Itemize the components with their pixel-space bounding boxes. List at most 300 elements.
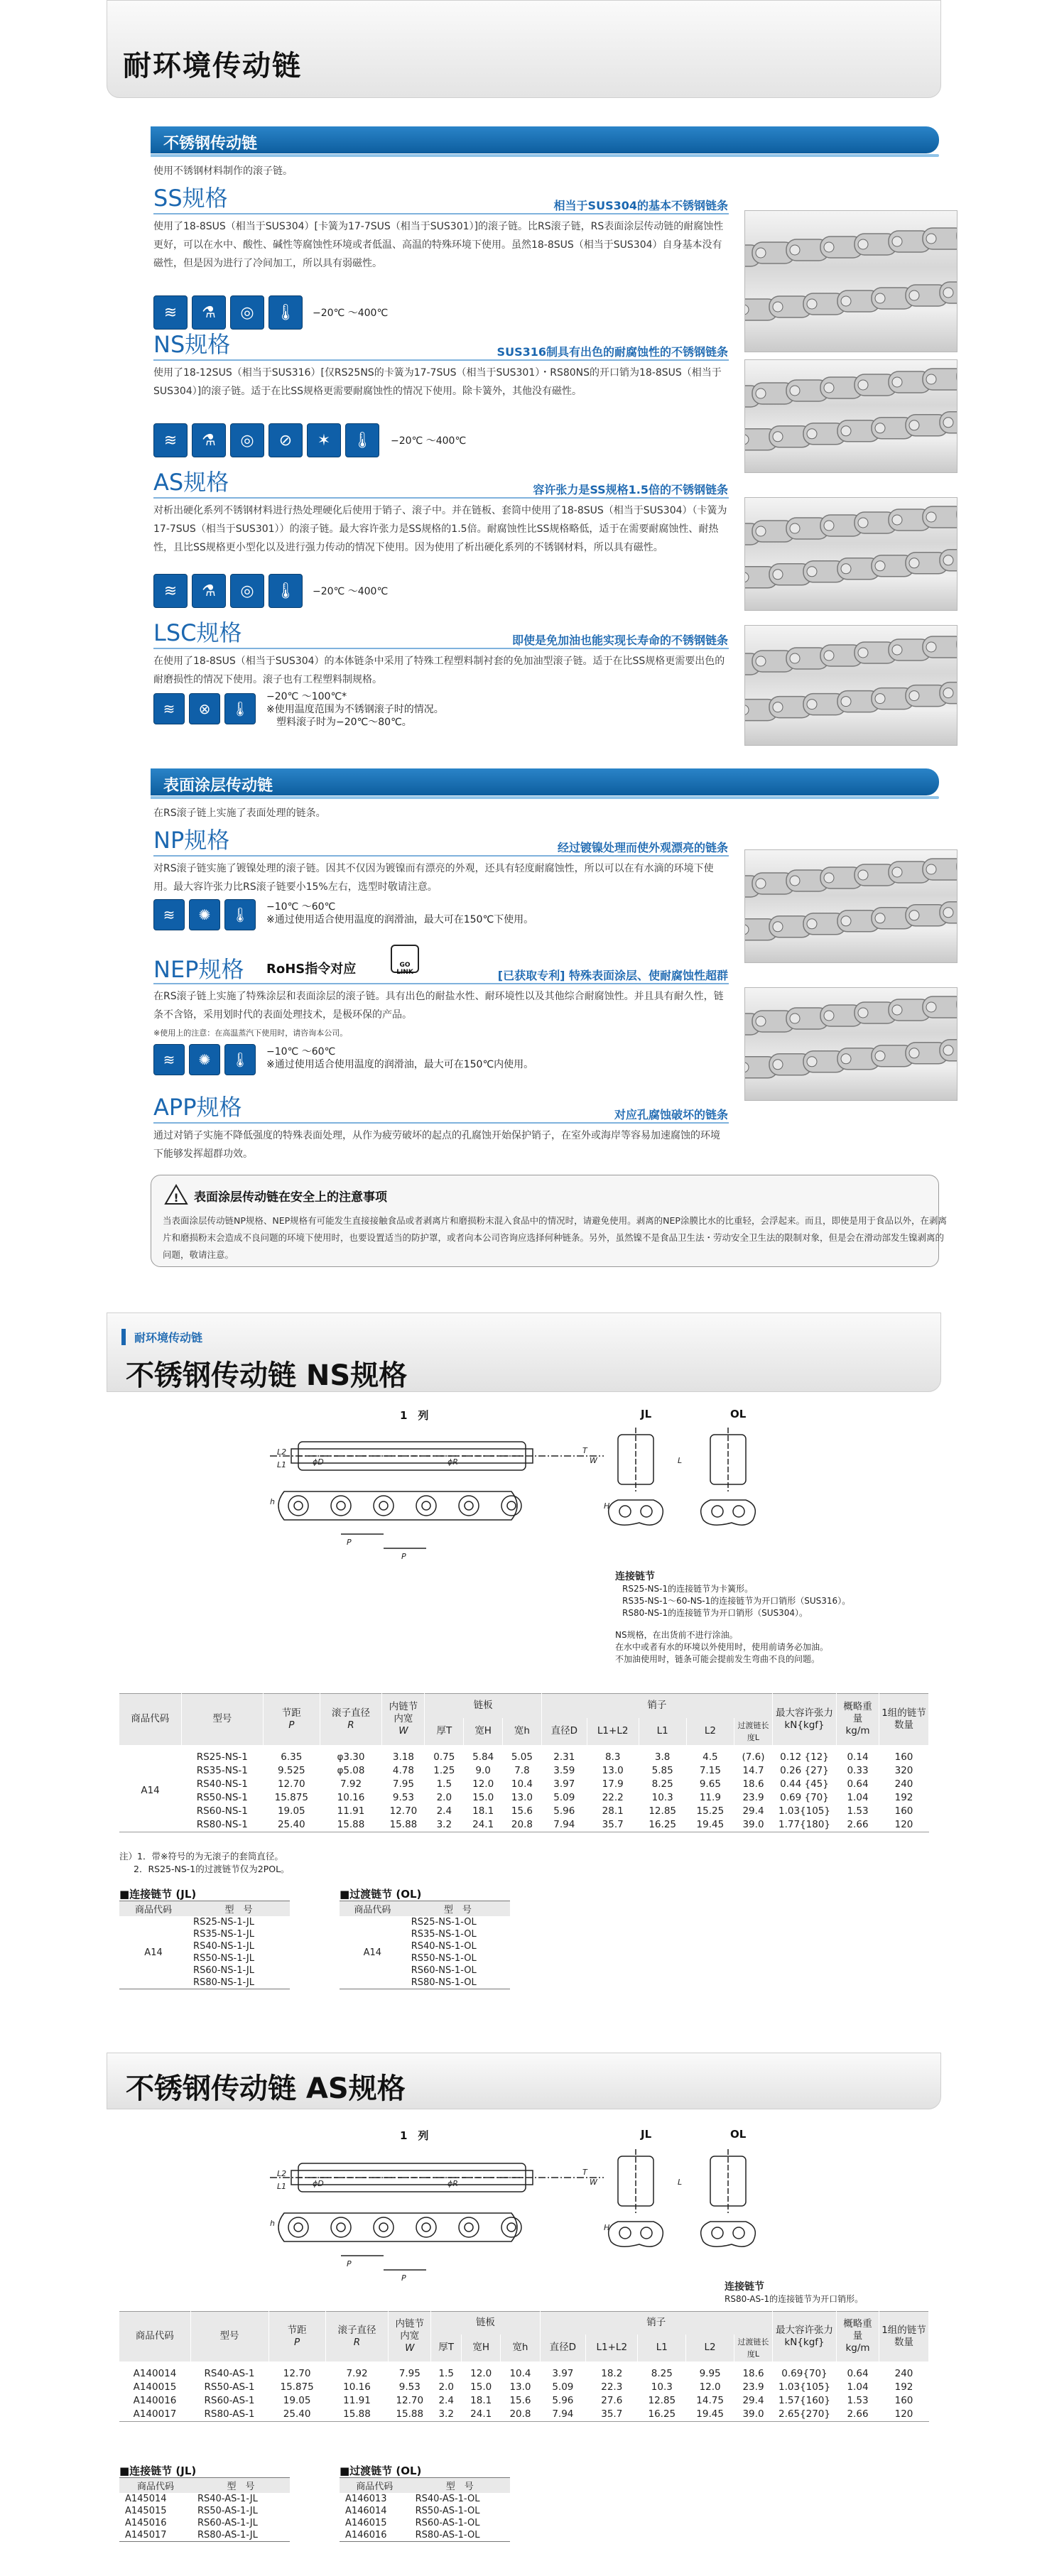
chain-pin — [909, 691, 919, 701]
chain-pin — [756, 656, 766, 666]
cell-w: 7.95 — [398, 2367, 421, 2379]
cell-l: 39.0 — [742, 2408, 764, 2420]
th-weight-unit: kg/m — [845, 1725, 870, 1737]
cell-l1: 5.85 — [651, 1764, 673, 1776]
chain-pin — [858, 870, 868, 880]
cell-r: φ3.30 — [337, 1751, 365, 1763]
table-row — [340, 2529, 510, 2542]
product-code-cell: A14 — [363, 1947, 382, 1958]
cell-p: 25.40 — [277, 1818, 305, 1830]
cell-r: 7.92 — [340, 1778, 362, 1790]
chain-pin — [824, 383, 834, 393]
th-as-model: 型号 — [190, 2312, 268, 2362]
th-roller — [320, 1694, 382, 1745]
app-subtitle: 对应孔腐蚀破坏的链条 — [614, 1108, 728, 1121]
chain-link — [957, 366, 958, 387]
cell-l: 18.6 — [742, 1778, 764, 1790]
cell-n: 192 — [894, 2381, 913, 2393]
th-as-inner-sym: W — [405, 2342, 415, 2354]
warning-box — [151, 1175, 947, 1267]
ns-temp: −20℃ ～400℃ — [391, 435, 467, 447]
chain-pin — [926, 642, 936, 652]
as-link-note: RS80-AS-1的连接链节为开口销形。 — [725, 2294, 864, 2304]
cell-kn: 2.65{270} — [778, 2408, 830, 2420]
chain-pin — [875, 293, 885, 303]
cell-model: RS60-NS-1 — [196, 1805, 248, 1817]
nep-temp-range: −10℃ ～60℃ — [266, 1046, 336, 1058]
cell-kn: 1.03{105} — [778, 1805, 830, 1817]
cell-kn: 0.44 {45} — [780, 1778, 829, 1790]
cell-h: 20.8 — [511, 1818, 533, 1830]
th-thick: 厚T — [425, 1718, 464, 1745]
th-as-width-H: 宽H — [462, 2335, 501, 2362]
water-drop-icon: ≋ — [153, 899, 185, 930]
cell-w: 9.53 — [398, 2381, 421, 2393]
chain-pin — [858, 518, 868, 528]
cell-l2: 9.95 — [699, 2367, 721, 2379]
th-pin: 销子 — [541, 1694, 772, 1718]
product-code-cell: A140014 — [133, 2367, 177, 2379]
cell-H: 12.0 — [470, 2367, 492, 2379]
cell-kg: 1.04 — [847, 2381, 869, 2393]
cell-l2: 7.15 — [699, 1764, 721, 1776]
cell-l1: 8.25 — [651, 2367, 673, 2379]
ss-rule — [153, 213, 729, 214]
np-subtitle: 经过镀镍处理而使外观漂亮的链条 — [557, 841, 728, 854]
svg-text:P: P — [347, 1538, 352, 1547]
as-diagram-label-ol: OL — [730, 2128, 747, 2141]
cell-d: 3.59 — [553, 1764, 575, 1776]
chain-pin — [943, 555, 953, 565]
ns-chain-drawing — [270, 1420, 639, 1563]
cell-n: 192 — [894, 1791, 913, 1803]
cell-H: 24.1 — [470, 2408, 492, 2420]
ns-note-1: NS规格，在出货前不进行涂油。 — [615, 1630, 738, 1640]
cell-n: 320 — [894, 1764, 913, 1776]
cell-h: 10.4 — [509, 2367, 531, 2379]
chain-pin — [824, 242, 834, 252]
chain-pin — [909, 558, 919, 568]
cell-t: 2.4 — [438, 2394, 454, 2406]
cell-l2: 19.45 — [696, 1818, 725, 1830]
table-row — [119, 2505, 290, 2517]
nep-rule — [153, 983, 729, 984]
cell-d: 3.97 — [552, 2367, 574, 2379]
chain-pin — [807, 700, 817, 710]
water-icon: ≋ — [153, 693, 185, 724]
svg-text:L2: L2 — [277, 2169, 287, 2178]
th-offset: 过渡链长度L — [734, 1718, 773, 1745]
as-diagram-label-jl: JL — [641, 2128, 652, 2141]
model-cell: RS25-NS-1-OL — [411, 1917, 477, 1928]
chain-pin — [841, 564, 851, 574]
chain-pin — [875, 913, 885, 923]
cell-kg: 2.66 — [847, 1818, 869, 1830]
chain-pin — [909, 911, 919, 920]
cell-p: 25.40 — [283, 2408, 311, 2420]
food-icon: ◎ — [230, 423, 264, 457]
as-chain-drawing — [270, 2142, 639, 2284]
cell-model: RS40-NS-1 — [196, 1778, 248, 1790]
chain-pin — [807, 299, 817, 309]
chain-pin — [790, 386, 800, 396]
cell-d: 5.96 — [553, 1805, 575, 1817]
table-row — [340, 2517, 510, 2529]
cell-w: 12.70 — [389, 1805, 418, 1817]
warning-title: 表面涂层传动链在安全上的注意事项 — [194, 1190, 387, 1205]
cell-model: RS35-NS-1 — [196, 1764, 248, 1776]
th-as-ol-code: 商品代码 — [340, 2478, 410, 2494]
np-temp-note: ※通过使用适合使用温度的润滑油，最大可在150℃下使用。 — [266, 914, 534, 925]
cell-l2: 19.45 — [696, 2408, 724, 2420]
stainless-band — [151, 126, 939, 153]
nep-temp — [266, 1045, 533, 1071]
th-model: 型号 — [181, 1694, 263, 1745]
lsc-temp-note2: 塑料滚子时为−20℃～80℃。 — [276, 717, 412, 728]
ns-rule — [153, 359, 729, 361]
cell-l: 29.4 — [742, 2394, 764, 2406]
np-icons — [153, 899, 256, 930]
table-row — [119, 2493, 290, 2505]
ns-jl-ol-drawing — [604, 1420, 767, 1534]
cell-t: 1.25 — [433, 1764, 455, 1776]
th-as-tension-label: 最大容许张力 — [776, 2324, 833, 2336]
cell-t: 3.2 — [436, 1818, 452, 1830]
cell-n: 160 — [894, 1751, 913, 1763]
svg-text:h: h — [270, 2219, 275, 2228]
th-tension-unit: kN{kgf} — [784, 1719, 825, 1731]
salt-icon: ✺ — [189, 1044, 220, 1075]
cell-kg: 0.64 — [847, 1778, 869, 1790]
svg-text:ϕD: ϕD — [313, 1457, 324, 1467]
model-cell: RS40-AS-1-OL — [415, 2494, 480, 2504]
table-row — [119, 2517, 290, 2529]
cell-H: 12.0 — [472, 1778, 494, 1790]
as-chain-photo — [744, 497, 958, 611]
th-jl-code: 商品代码 — [119, 1901, 188, 1917]
th-as-roller-label: 滚子直径 — [337, 2324, 376, 2336]
cell-l: 14.7 — [742, 1764, 764, 1776]
cell-r: 15.88 — [343, 2408, 371, 2420]
as-diagram-label-row1: 1 列 — [400, 2129, 429, 2142]
cell-p: 12.70 — [277, 1778, 305, 1790]
svg-text:L1: L1 — [277, 2182, 287, 2191]
ns-section-banner — [107, 1313, 941, 1392]
chain-pin — [824, 1011, 834, 1021]
cell-w: 3.18 — [392, 1751, 414, 1763]
cell-l: 23.9 — [742, 2381, 764, 2393]
no-oil-icon: ⊗ — [189, 693, 220, 724]
chain-pin — [926, 512, 936, 522]
ns-link-notes — [615, 1571, 850, 1619]
chain-pin — [926, 374, 936, 384]
chain-pin — [875, 561, 885, 571]
table-row — [119, 2408, 929, 2422]
th-as-plate: 链板 — [431, 2312, 540, 2335]
cell-kn: 0.26 {27} — [780, 1764, 829, 1776]
cell-kn: 0.12 {12} — [780, 1751, 829, 1763]
cell-r: 11.91 — [343, 2394, 371, 2406]
ss-subtitle: 相当于SUS304的基本不锈钢链条 — [553, 199, 728, 212]
cell-t: 1.5 — [438, 2367, 454, 2379]
nonmagnetic-icon: ⊘ — [268, 423, 303, 457]
th-jl-model: 型 号 — [188, 1901, 290, 1917]
product-code-cell: A145015 — [125, 2506, 167, 2516]
th-dia: 直径D — [541, 1718, 587, 1745]
cell-p: 15.875 — [274, 1791, 308, 1803]
chain-pin — [926, 864, 936, 874]
chain-pin — [841, 1054, 851, 1064]
cell-h: 10.4 — [511, 1778, 533, 1790]
app-heading: APP规格 — [153, 1094, 242, 1121]
chain-pin — [926, 234, 936, 244]
chain-pin — [824, 873, 834, 883]
th-roller-label: 滚子直径 — [332, 1707, 370, 1719]
lsc-icons — [153, 693, 256, 724]
as-section-banner — [107, 2053, 941, 2109]
th-as-weight — [837, 2312, 879, 2362]
food-icon: ◎ — [230, 574, 264, 608]
model-cell: RS60-NS-1-OL — [411, 1965, 477, 1976]
np-text: 对RS滚子链实施了镀镍处理的滚子链。因其不仅因为镀镍而有漂亮的外观，还具有轻度耐腐蚀性，所以可以在有水滴的环境下使用。最大容许张力比RS滚子链要小15%左右，选型时敬请注意。 — [153, 863, 714, 893]
lsc-text: 在使用了18-8SUS（相当于SUS304）的本体链条中采用了特殊工程塑料制衬套的免加油型滚子链。适于在比SS规格更需要出色的耐磨损性的情况下使用。滚子也有工程塑料制规格。 — [153, 656, 725, 685]
cell-l1: 16.25 — [648, 2408, 676, 2420]
model-cell: RS35-NS-1-JL — [193, 1929, 254, 1940]
th-inner-sym: W — [398, 1725, 408, 1737]
nep-icons — [153, 1044, 256, 1075]
svg-text:L1: L1 — [277, 1460, 287, 1469]
th-weight — [837, 1694, 879, 1745]
cell-l2: 11.9 — [699, 1791, 721, 1803]
chain-pin — [892, 377, 902, 387]
app-text: 通过对销子实施不降低强度的特殊表面处理，从作为疲劳破坏的起点的孔腐蚀开始保护销子，在室外或海岸等容易加速腐蚀的环境下能够发挥超群功效。 — [153, 1130, 720, 1160]
chain-pin — [841, 697, 851, 707]
cell-model: RS40-AS-1 — [204, 2367, 255, 2379]
cell-kg: 0.64 — [847, 2367, 869, 2379]
svg-text:ϕD: ϕD — [313, 2179, 324, 2188]
cell-l: (7.6) — [742, 1751, 765, 1763]
chain-pin — [841, 296, 851, 306]
cell-kn: 0.69 {70} — [780, 1791, 829, 1803]
cell-l1: 8.25 — [651, 1778, 673, 1790]
table-row — [119, 2362, 929, 2381]
cell-l12: 18.2 — [601, 2367, 623, 2379]
cell-d: 5.09 — [553, 1791, 575, 1803]
cell-r: φ5.08 — [337, 1764, 365, 1776]
chain-pin — [858, 239, 868, 249]
chain-pin — [807, 919, 817, 929]
cell-l12: 28.1 — [602, 1805, 624, 1817]
th-roller-sym: R — [347, 1719, 354, 1731]
th-as-roller-sym: R — [353, 2336, 361, 2348]
chain-pin — [943, 1045, 953, 1055]
cell-n: 160 — [894, 2394, 913, 2406]
chain-pin — [858, 380, 868, 390]
table-row — [119, 1805, 929, 1818]
table-row — [119, 1745, 929, 1764]
svg-text:L2: L2 — [277, 1447, 287, 1457]
chain-pin — [824, 521, 834, 531]
cell-H: 15.0 — [472, 1791, 494, 1803]
cell-h: 7.8 — [514, 1764, 530, 1776]
chain-pin — [807, 1057, 817, 1067]
ns-link-note-1: RS25-NS-1的连接链节为卡簧形。 — [622, 1584, 754, 1594]
cell-l12: 22.2 — [602, 1791, 624, 1803]
cell-h: 15.6 — [511, 1805, 533, 1817]
as-temp: −20℃ ～400℃ — [313, 586, 389, 597]
warning-icon — [164, 1184, 188, 1205]
acid-icon: ⚗ — [192, 574, 226, 608]
product-code-cell: A146015 — [345, 2518, 387, 2528]
table-row — [119, 1764, 929, 1778]
nep-subtitle: [已获取专利] 特殊表面涂层、使耐腐蚀性超群 — [497, 969, 728, 982]
chain-pin — [875, 423, 885, 433]
cell-H: 18.1 — [470, 2394, 492, 2406]
chain-pin — [756, 1016, 766, 1026]
model-cell: RS40-NS-1-JL — [193, 1941, 254, 1952]
table-row — [119, 1916, 290, 1928]
lsc-chain-photo — [744, 625, 958, 746]
stainless-intro: 使用不锈钢材料制作的滚子链。 — [153, 165, 293, 177]
ns-note-2: 在水中或者有水的环境以外使用时，使用前请务必加油。 — [615, 1642, 829, 1652]
cell-p: 12.70 — [283, 2367, 311, 2379]
cell-kn: 1.57{160} — [778, 2394, 830, 2406]
cell-r: 10.16 — [337, 1791, 365, 1803]
th-as-dia: 直径D — [540, 2335, 585, 2362]
acid-icon: ⚗ — [192, 423, 226, 457]
table-row — [119, 2381, 929, 2394]
ns-diagram-label-ol: OL — [730, 1408, 747, 1420]
chain-pin — [892, 1005, 902, 1015]
lsc-rule — [153, 648, 729, 649]
ns-table-note-2: 2．RS25-NS-1的过渡链节仅为2POL。 — [134, 1864, 290, 1874]
cell-model: RS25-NS-1 — [196, 1751, 248, 1763]
water-icon: ≋ — [153, 574, 188, 608]
as-jl-ol-drawing — [604, 2142, 767, 2256]
cell-l12: 13.0 — [602, 1764, 624, 1776]
ns-link-note-2: RS35-NS-1～60-NS-1的连接链节为开口销形（SUS316）。 — [622, 1596, 851, 1606]
th-plate: 链板 — [425, 1694, 541, 1718]
ns-text: 使用了18-12SUS（相当于SUS316）[仅RS25NS的卡簧为17-7SUS（相当于SUS301）・RS80NS的开口销为18-8SUS（相当于SUS304）]的滚子链。适于在比SS规格更需要耐腐蚀性的情况下使用。除卡簧外，其他没有磁性。 — [153, 367, 722, 397]
water-icon: ≋ — [153, 295, 188, 330]
cell-l1: 10.3 — [651, 1791, 673, 1803]
wear-icon: ✶ — [307, 423, 341, 457]
cell-r: 10.16 — [343, 2381, 371, 2393]
ns-link-title: 连接链节 — [615, 1571, 655, 1582]
cell-d: 5.09 — [552, 2381, 574, 2393]
cell-kn: 1.77{180} — [778, 1818, 830, 1830]
ns-table-notes — [119, 1850, 290, 1876]
cell-l12: 35.7 — [601, 2408, 623, 2420]
stainless-band-title: 不锈钢传动链 — [163, 135, 258, 153]
cell-d: 5.96 — [552, 2394, 574, 2406]
cell-n: 160 — [894, 1805, 913, 1817]
chain-pin — [858, 648, 868, 658]
model-cell: RS50-NS-1-JL — [193, 1953, 254, 1964]
as-icons — [153, 574, 303, 608]
cell-H: 18.1 — [472, 1805, 494, 1817]
product-code-cell: A145017 — [125, 2530, 167, 2540]
ns-ol-title: ■过渡链节 (OL) — [340, 1888, 422, 1901]
ns-diagram-label-jl: JL — [641, 1408, 652, 1420]
cell-w: 4.78 — [392, 1764, 414, 1776]
cell-h: 15.6 — [509, 2394, 531, 2406]
chain-pin — [773, 922, 783, 932]
ns-icons — [153, 423, 379, 457]
chain-pin — [841, 426, 851, 436]
cell-r: 15.88 — [337, 1818, 365, 1830]
ss-chain-photo — [744, 210, 958, 352]
ns-chain-photo — [744, 359, 958, 473]
th-as-inner-label: 内链节内宽 — [395, 2318, 425, 2342]
model-cell: RS80-AS-1-JL — [197, 2530, 258, 2540]
th-as-tension-unit: kN{kgf} — [784, 2336, 825, 2348]
chain-pin — [875, 694, 885, 704]
np-temp — [266, 901, 533, 926]
as-text: 对析出硬化系列不锈钢材料进行热处理硬化后使用于销子、滚子中。并在链板、套筒中使用了18-8SUS（相当于SUS304）（卡簧为17-7SUS（相当于SUS301））的滚子链。最大容许张力是SS规格的1.5倍。耐腐蚀性比SS规格略低，适于在需要耐腐蚀性、耐热性，且比SS规格更小型化以及进行强力传动的情况下使用。因为使用了析出硬化系列的不锈钢材料，所以具有磁性。 — [153, 505, 727, 553]
temp-icon: 🌡 — [268, 295, 303, 330]
cell-l1: 3.8 — [654, 1751, 671, 1763]
ns-subtitle: SUS316制具有出色的耐腐蚀性的不锈钢链条 — [497, 345, 728, 359]
chain-illustration — [745, 211, 958, 352]
th-as-tension — [773, 2312, 837, 2362]
acid-icon: ⚗ — [192, 295, 226, 330]
page-title: 耐环境传动链 — [123, 50, 302, 82]
th-l1l2: L1+L2 — [587, 1718, 639, 1745]
cell-kn: 1.03{105} — [778, 2381, 830, 2393]
chain-link — [957, 504, 958, 525]
model-cell: RS60-AS-1-OL — [415, 2518, 480, 2528]
th-as-ol-model: 型 号 — [410, 2478, 510, 2494]
th-ol-code: 商品代码 — [340, 1901, 406, 1917]
warning-text: 当表面涂层传动链NP规格、NEP规格有可能发生直接接触食品或者剥离片和磨损粉末混入食品中的情况时，请避免使用。剥离的NEP涂膜比水的比重轻，会浮起来。而且，即使是用于食品以外，在剥离片和磨损粉末会造成不良问题的环境下使用时，也要设置适当的防护罩，或者向本公司咨询应选择何种链条。另外，虽然镍不是食品卫生法・劳动安全卫生法的限制对象，但是会在滑动部发生镍剥离的问题，敬请注意。 — [163, 1215, 947, 1260]
th-as-offset: 过渡链长度L — [734, 2335, 773, 2362]
ss-temp: −20℃ ～400℃ — [313, 308, 389, 319]
svg-text:h: h — [270, 1497, 275, 1506]
table-row — [119, 2394, 929, 2408]
table-row — [340, 1916, 510, 1928]
chain-pin — [807, 429, 817, 439]
svg-text:T: T — [582, 1446, 587, 1455]
th-as-l1: L1 — [638, 2335, 686, 2362]
chain-illustration — [745, 498, 958, 611]
chain-pin — [790, 245, 800, 255]
th-as-pin: 销子 — [540, 2312, 772, 2335]
cell-l12: 35.7 — [602, 1818, 624, 1830]
rohs-label: RoHS指令对应 — [266, 962, 357, 977]
as-subtitle: 容许张力是SS规格1.5倍的不锈钢链条 — [533, 483, 728, 496]
chain-illustration — [745, 360, 958, 473]
cell-n: 120 — [894, 1818, 913, 1830]
rust-icon: ✺ — [189, 899, 220, 930]
chain-pin — [773, 1060, 783, 1070]
cell-H: 15.0 — [470, 2381, 492, 2393]
cell-l2: 14.75 — [696, 2394, 724, 2406]
product-code-cell: A14 — [141, 1785, 160, 1796]
table-row — [340, 2493, 510, 2505]
th-as-jl-code: 商品代码 — [119, 2478, 192, 2494]
chain-pin — [909, 420, 919, 430]
cell-model: RS50-AS-1 — [204, 2381, 255, 2393]
ns-notes — [615, 1629, 828, 1665]
cell-p: 9.525 — [277, 1764, 305, 1776]
svg-text:ϕR: ϕR — [447, 2179, 458, 2188]
ns-jl-table — [119, 1901, 290, 1989]
as-spec-table — [119, 2311, 929, 2422]
as-heading: AS规格 — [153, 469, 229, 496]
temp-icon: 🌡 — [268, 574, 303, 608]
model-cell: RS50-AS-1-JL — [197, 2506, 258, 2516]
